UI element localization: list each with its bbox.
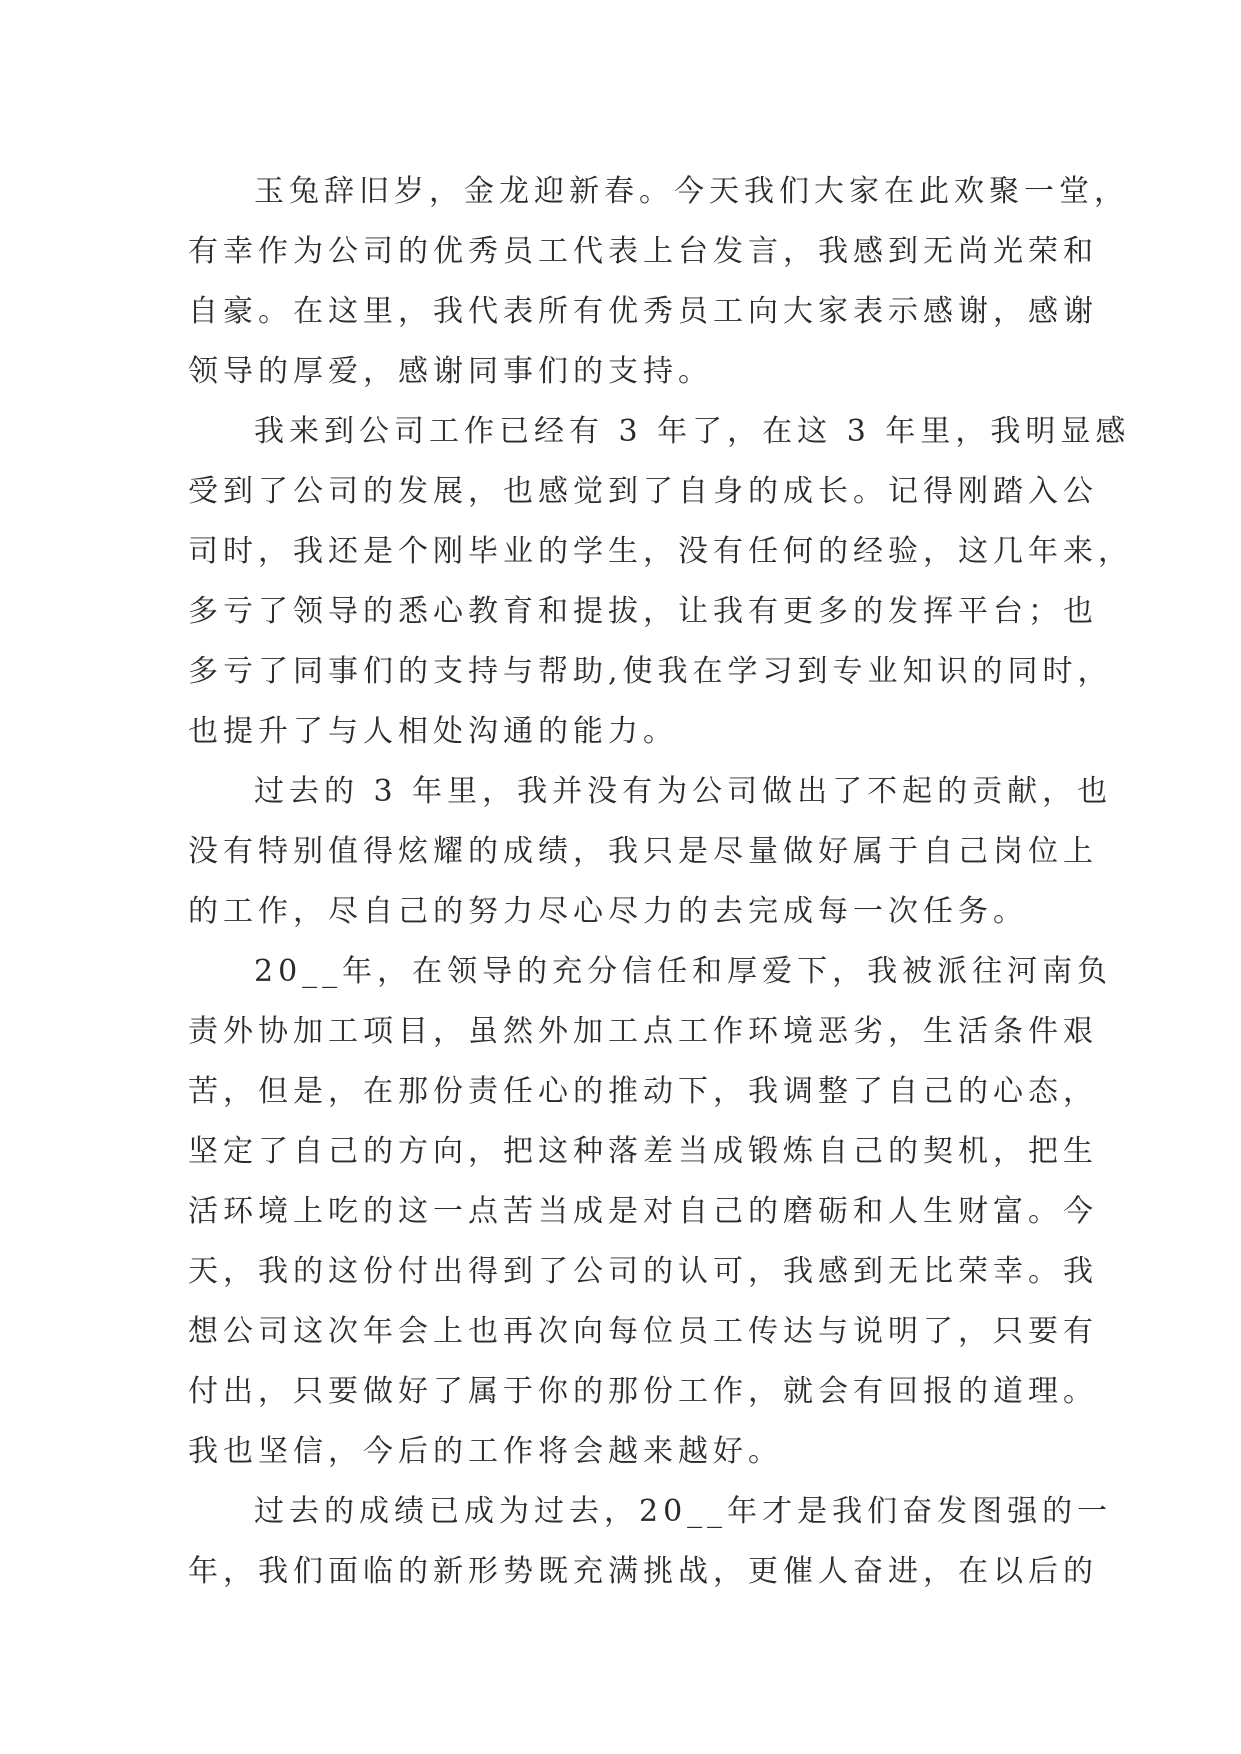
text-line: 受到了公司的发展，也感觉到了自身的成长。记得刚踏入公 <box>188 474 1098 509</box>
text-line: 司时，我还是个刚毕业的学生，没有任何的经验，这几年来， <box>188 534 1133 569</box>
document-body <box>188 162 1133 1602</box>
text-line: 活环境上吃的这一点苦当成是对自己的磨砺和人生财富。今 <box>188 1194 1098 1229</box>
text-line: 玉兔辞旧岁，金龙迎新春。今天我们大家在此欢聚一堂， <box>254 174 1129 209</box>
text-line: 有幸作为公司的优秀员工代表上台发言，我感到无尚光荣和 <box>188 234 1098 269</box>
text-line: 没有特别值得炫耀的成绩，我只是尽量做好属于自己岗位上 <box>188 834 1098 869</box>
text-line: 年，我们面临的新形势既充满挑战，更催人奋进，在以后的 <box>188 1554 1098 1589</box>
text-line: 过去的成绩已成为过去，20__年才是我们奋发图强的一 <box>254 1494 1113 1529</box>
text-line: 领导的厚爱，感谢同事们的支持。 <box>188 354 713 389</box>
text-line: 多亏了领导的悉心教育和提拔，让我有更多的发挥平台；也 <box>188 594 1098 629</box>
text-line: 的工作，尽自己的努力尽心尽力的去完成每一次任务。 <box>188 894 1028 929</box>
text-line: 我也坚信，今后的工作将会越来越好。 <box>188 1434 783 1469</box>
text-line: 想公司这次年会上也再次向每位员工传达与说明了，只要有 <box>188 1314 1098 1349</box>
text-line: 多亏了同事们的支持与帮助,使我在学习到专业知识的同时， <box>188 654 1113 689</box>
text-line: 责外协加工项目，虽然外加工点工作环境恶劣，生活条件艰 <box>188 1014 1098 1049</box>
text-line: 坚定了自己的方向，把这种落差当成锻炼自己的契机，把生 <box>188 1134 1098 1169</box>
text-line: 我来到公司工作已经有 3 年了，在这 3 年里，我明显感 <box>254 414 1131 449</box>
text-line: 付出，只要做好了属于你的那份工作，就会有回报的道理。 <box>188 1374 1098 1409</box>
text-line: 也提升了与人相处沟通的能力。 <box>188 714 678 749</box>
text-line: 天，我的这份付出得到了公司的认可，我感到无比荣幸。我 <box>188 1254 1098 1289</box>
text-line: 过去的 3 年里，我并没有为公司做出了不起的贡献，也 <box>254 774 1113 809</box>
text-line: 自豪。在这里，我代表所有优秀员工向大家表示感谢，感谢 <box>188 294 1098 329</box>
text-line: 苦，但是，在那份责任心的推动下，我调整了自己的心态， <box>188 1074 1098 1109</box>
text-line: 20__年，在领导的充分信任和厚爱下，我被派往河南负 <box>254 954 1113 989</box>
